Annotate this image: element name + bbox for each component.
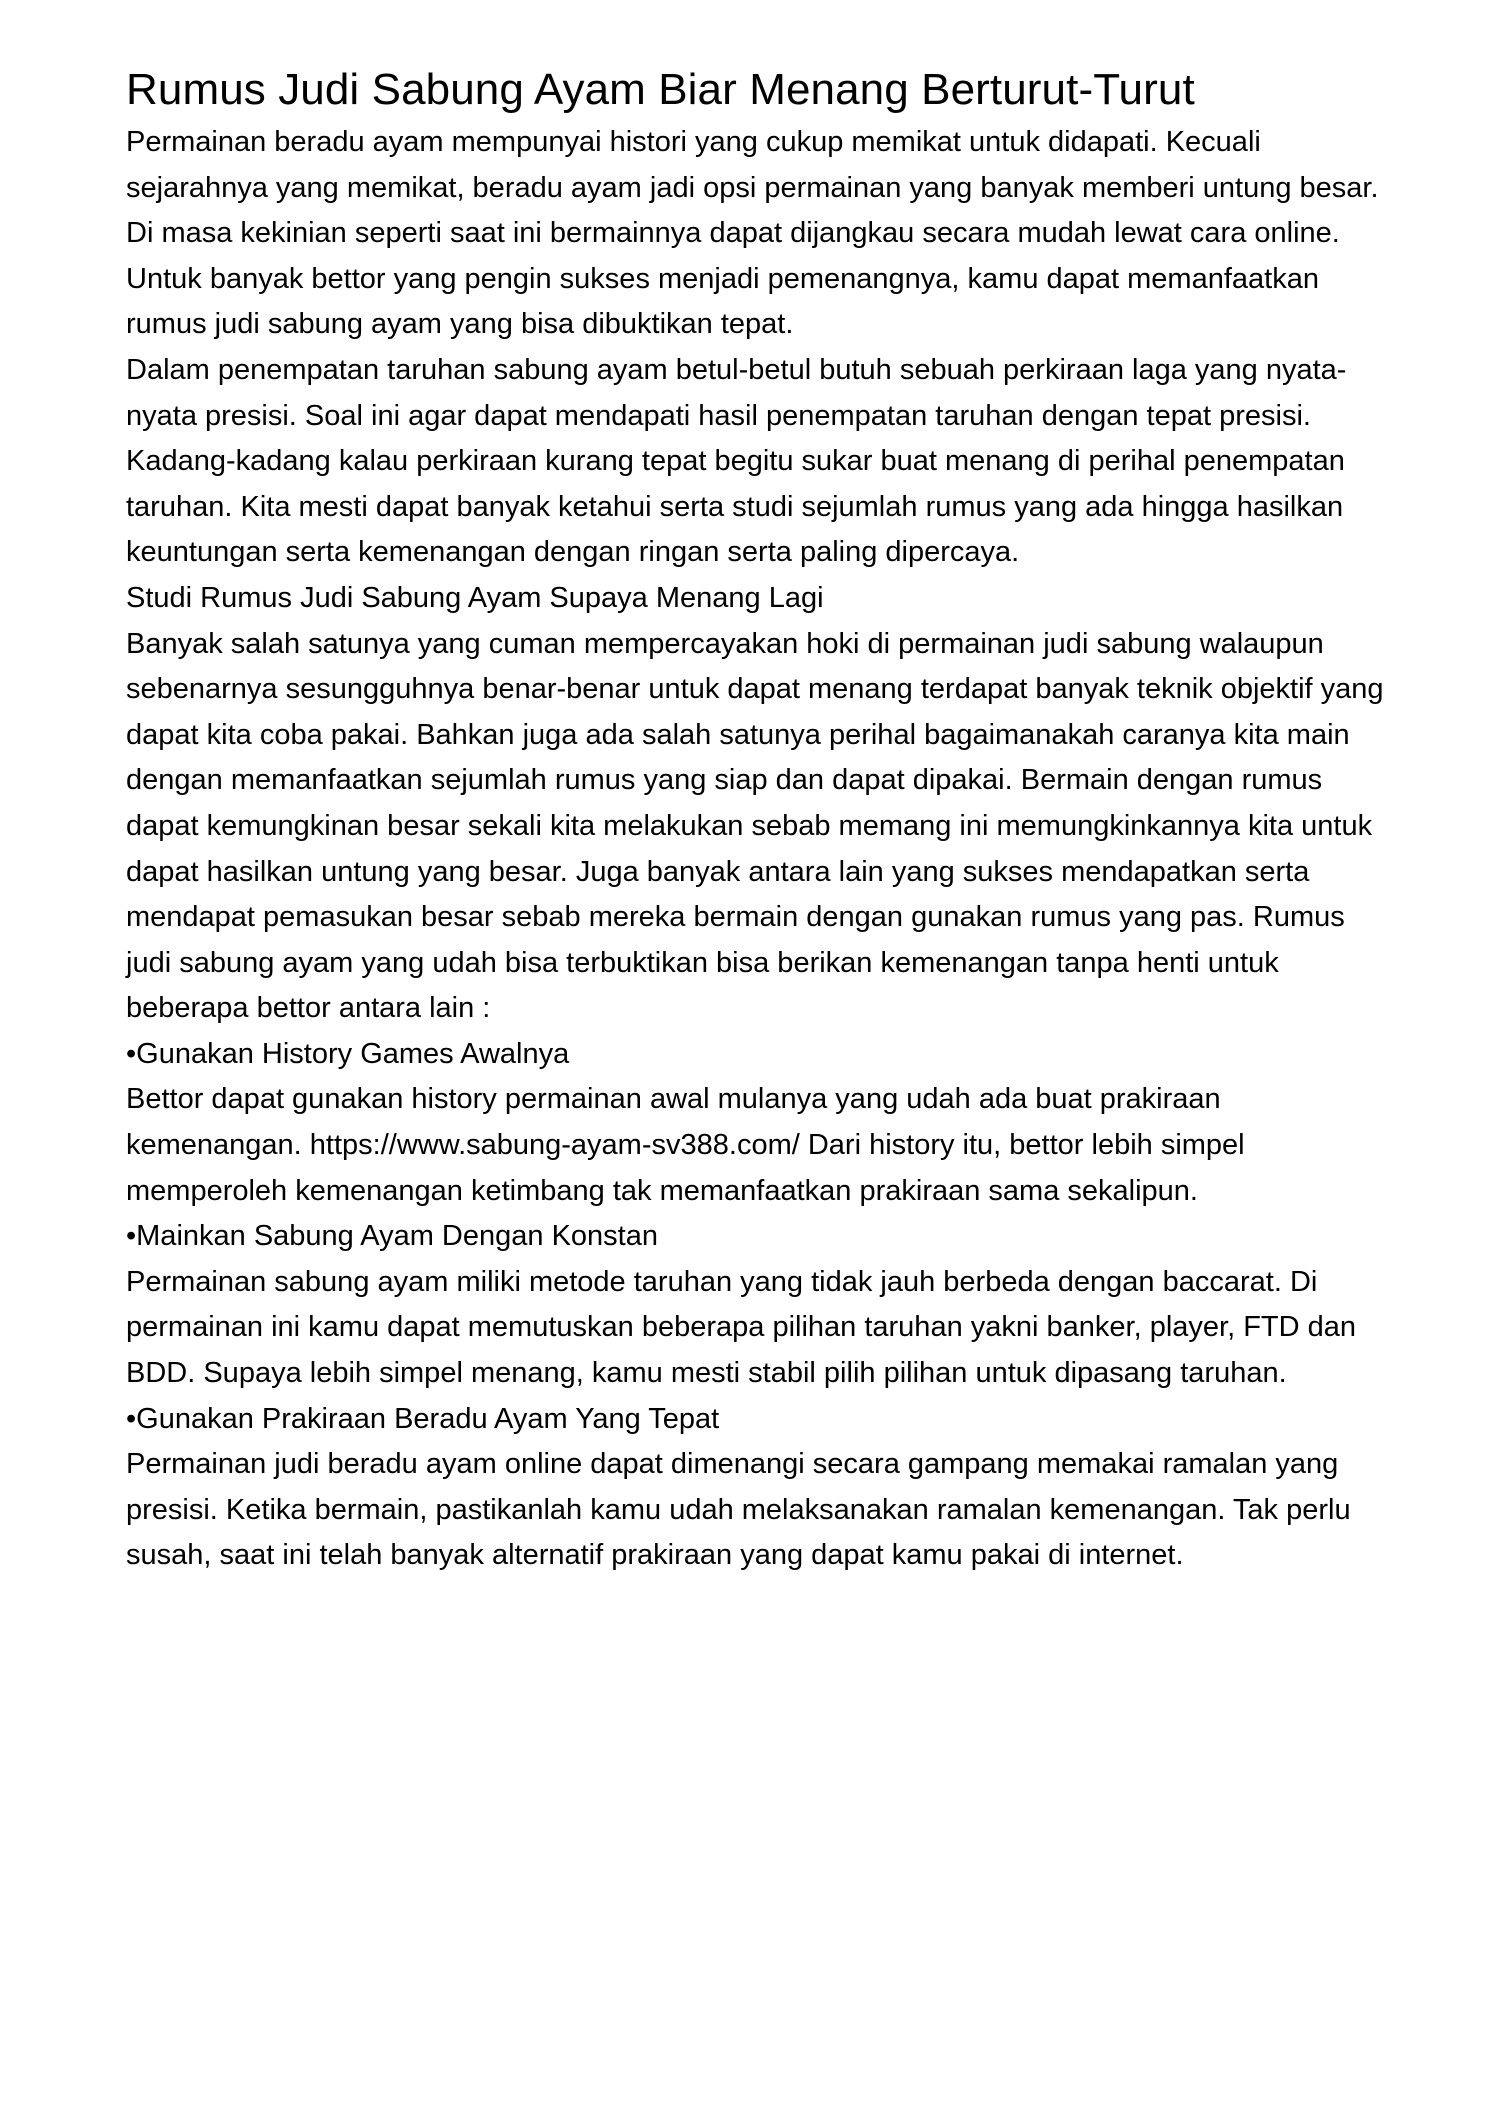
- paragraph-studi-rumus: Banyak salah satunya yang cuman mempercayakan hoki di permainan judi sabung walaupun sebenarnya sesungguhnya benar-benar untuk dapat menang terdapat banyak teknik objektif yang dapat kita coba pakai. Bahkan juga ada salah satunya perihal bagaimanakah caranya kita main dengan memanfaatkan sejumlah rumus yang siap dan dapat dipakai. Bermain dengan rumus dapat kemungkinan besar sekali kita melakukan sebab memang ini memungkinkannya kita untuk dapat hasilkan untung yang besar. Juga banyak antara lain yang sukses mendapatkan serta mendapat pemasukan besar sebab mereka bermain dengan gunakan rumus yang pas. Rumus judi sabung ayam yang udah bisa terbuktikan bisa berikan kemenangan tanpa henti untuk beberapa bettor antara lain :: [126, 627, 1384, 1025]
- bullet-history-games: •Gunakan History Games Awalnya: [126, 1037, 570, 1070]
- document-title: Rumus Judi Sabung Ayam Biar Menang Berturut-Turut: [126, 65, 1195, 114]
- paragraph-taruhan: Dalam penempatan taruhan sabung ayam betul-betul butuh sebuah perkiraan laga yang nyata-nyata presisi. Soal ini agar dapat mendapati hasil penempatan taruhan dengan tepat presisi. Kadang-kadang kalau perkiraan kurang tepat begitu sukar buat menang di perihal penempatan taruhan. Kita mesti dapat banyak ketahui serta studi sejumlah rumus yang ada hingga hasilkan keuntungan serta kemenangan dengan ringan serta paling dipercaya.: [126, 353, 1347, 569]
- section-heading-studi-rumus: Studi Rumus Judi Sabung Ayam Supaya Menang Lagi: [126, 581, 824, 614]
- paragraph-intro: Permainan beradu ayam mempunyai histori yang cukup memikat untuk didapati. Kecuali sejarahnya yang memikat, beradu ayam jadi opsi permainan yang banyak memberi untung besar. Di masa kekinian seperti saat ini bermainnya dapat dijangkau secara mudah lewat cara online. Untuk banyak bettor yang pengin sukses menjadi pemenangnya, kamu dapat memanfaatkan rumus judi sabung ayam yang bisa dibuktikan tepat.: [126, 126, 1379, 341]
- bullet-prakiraan: •Gunakan Prakiraan Beradu Ayam Yang Tepat: [126, 1402, 720, 1435]
- paragraph-konstan: Permainan sabung ayam miliki metode taruhan yang tidak jauh berbeda dengan baccarat. Di permainan ini kamu dapat memutuskan beberapa pilihan taruhan yakni banker, player, FTD dan BDD. Supaya lebih simpel menang, kamu mesti stabil pilih pilihan untuk dipasang taruhan.: [126, 1265, 1357, 1390]
- bullet-konstan: •Mainkan Sabung Ayam Dengan Konstan: [126, 1220, 658, 1253]
- paragraph-prakiraan: Permainan judi beradu ayam online dapat dimenangi secara gampang memakai ramalan yang presisi. Ketika bermain, pastikanlah kamu udah melaksanakan ramalan kemenangan. Tak perlu susah, saat ini telah banyak alternatif prakiraan yang dapat kamu pakai di internet.: [126, 1448, 1351, 1572]
- paragraph-history-games: Bettor dapat gunakan history permainan awal mulanya yang udah ada buat prakiraan kemenangan. https://www.sabung-ayam-sv388.com/ Dari history itu, bettor lebih simpel memperoleh kemenangan ketimbang tak memanfaatkan prakiraan sama sekalipun.: [126, 1083, 1245, 1207]
- document-page: [126, 62, 1396, 1579]
